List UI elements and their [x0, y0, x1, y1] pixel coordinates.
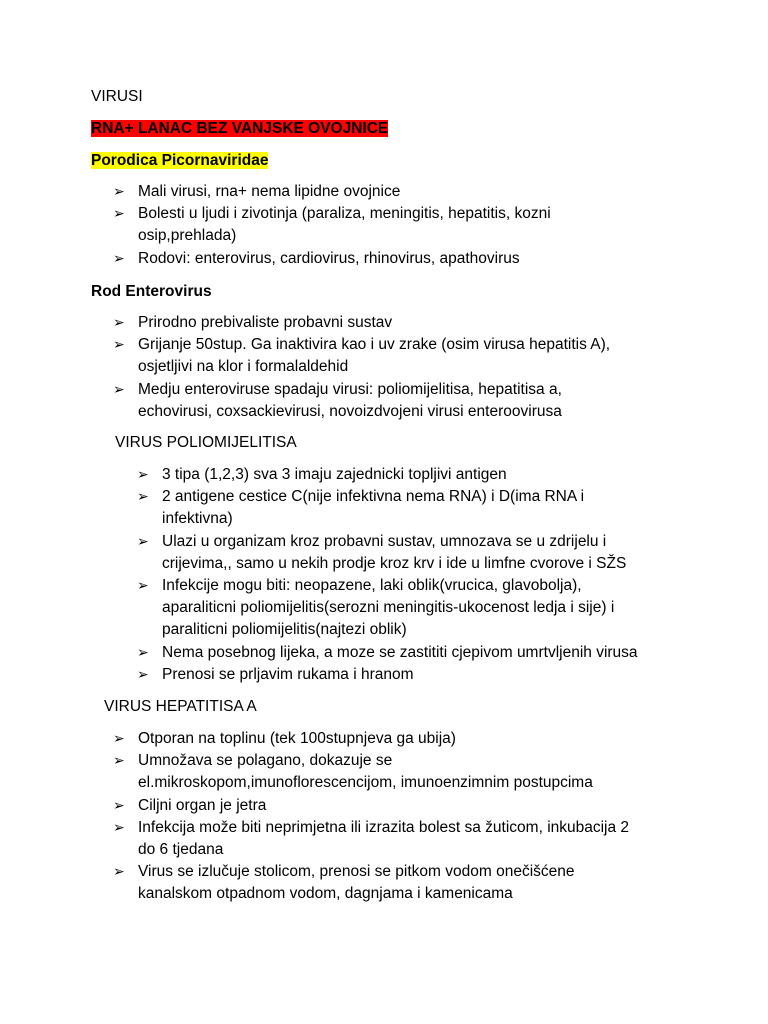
heading-rna-plus-text: RNA+ LANAC BEZ VANJSKE OVOJNICE — [91, 120, 389, 137]
arrow-bullet-icon: ➢ — [137, 666, 149, 683]
list-item — [137, 486, 638, 508]
list-item-text: Ulazi u organizam kroz probavni sustav, umnozava se u zdrijelu i — [162, 532, 607, 550]
list-item-text: aparaliticni poliomijelitis(serozni meningitis-ukocenost ledja i sije) i — [162, 599, 615, 617]
list-item-text: Infekcija može biti neprimjetna ili izrazita bolest sa žuticom, inkubacija 2 — [138, 818, 630, 836]
arrow-bullet-icon: ➢ — [113, 250, 125, 267]
list-item-text: Bolesti u ljudi i zivotinja (paraliza, meningitis, hepatitis, kozni — [138, 205, 551, 223]
arrow-bullet-icon: ➢ — [137, 467, 149, 483]
arrow-bullet-icon: ➢ — [113, 864, 125, 881]
arrow-bullet-icon: ➢ — [113, 184, 125, 200]
list-item-text: 2 antigene cestice C(nije infektivna nema RNA) i D(ima RNA i — [162, 488, 585, 506]
list-item-text: Mali virusi, rna+ nema lipidne ovojnice — [138, 183, 401, 200]
list-item-text: echovirusi, coxsackievirusi, novoizdvojeni virusi enteroovirusa — [138, 402, 562, 420]
list-item — [113, 750, 629, 772]
arrow-bullet-icon: ➢ — [113, 206, 125, 223]
list-item-continuation — [137, 508, 638, 530]
arrow-bullet-icon: ➢ — [137, 644, 149, 661]
picornaviridae-list — [113, 181, 551, 270]
heading-picornaviridae — [91, 150, 268, 172]
list-item-text: Medju enteroviruse spadaju virusi: poliomijelitisa, hepatitisa a, — [138, 380, 562, 398]
list-item-continuation — [113, 401, 610, 423]
poliomijelitis-list — [137, 464, 638, 686]
list-item-text: Infekcije mogu biti: neopazene, laki oblik(vrucica, glavobolja), — [162, 577, 582, 595]
list-item-text: Nema posebnog lijeka, a moze se zastititi cjepivom umrtvljenih virusa — [162, 643, 638, 661]
list-item-text: el.mikroskopom,imunoflorescencijom, imunoenzimnim postupcima — [138, 774, 593, 792]
arrow-bullet-icon: ➢ — [113, 753, 125, 770]
list-item-text: Rodovi: enterovirus, cardiovirus, rhinovirus, apathovirus — [138, 249, 520, 267]
list-item-text: Ciljni organ je jetra — [138, 796, 267, 814]
list-item-text: paraliticni poliomijelitis(najtezi oblik) — [162, 621, 407, 639]
list-item — [113, 181, 551, 203]
list-item-text: Virus se izlučuje stolicom, prenosi se pitkom vodom onečišćene — [138, 863, 575, 881]
heading-virus-poliomijelitisa: VIRUS POLIOMIJELITISA — [115, 434, 297, 451]
arrow-bullet-icon: ➢ — [113, 315, 125, 331]
list-item-continuation — [113, 839, 629, 861]
heading-rod-enterovirus: Rod Enterovirus — [91, 283, 212, 300]
list-item-text: Umnožava se polagano, dokazuje se — [138, 752, 393, 770]
list-item-continuation — [137, 553, 638, 575]
heading-virus-hepatitisa-a: VIRUS HEPATITISA A — [104, 698, 257, 715]
list-item-text: 3 tipa (1,2,3) sva 3 imaju zajednicki topljivi antigen — [162, 466, 507, 483]
list-item — [113, 379, 610, 401]
list-item — [113, 817, 629, 839]
list-item-continuation — [137, 619, 638, 641]
list-item-text: osip,prehlada) — [138, 227, 237, 245]
arrow-bullet-icon: ➢ — [113, 797, 125, 814]
list-item-text: Otporan na toplinu (tek 100stupnjeva ga ubija) — [138, 730, 456, 747]
list-item — [137, 464, 638, 486]
list-item — [137, 575, 638, 597]
heading-picornaviridae-text: Porodica Picornaviridae — [91, 152, 269, 169]
list-item-continuation — [137, 597, 638, 619]
list-item — [137, 531, 638, 553]
list-item-text: Prirodno prebivaliste probavni sustav — [138, 314, 393, 331]
list-item — [113, 312, 610, 334]
hepatitis-a-list — [113, 728, 629, 906]
list-item — [113, 334, 610, 356]
arrow-bullet-icon: ➢ — [113, 819, 125, 836]
list-item — [113, 728, 629, 750]
list-item-text: do 6 tjedana — [138, 841, 224, 859]
arrow-bullet-icon: ➢ — [113, 381, 125, 398]
list-item-continuation — [113, 772, 629, 794]
list-item — [113, 248, 551, 270]
heading-rna-plus — [91, 118, 388, 140]
list-item-text: osjetljivi na klor i formalaldehid — [138, 358, 349, 376]
list-item-text: infektivna) — [162, 510, 233, 528]
list-item-continuation — [113, 883, 629, 905]
list-item — [137, 642, 638, 664]
arrow-bullet-icon: ➢ — [137, 533, 149, 550]
list-item-text: Prenosi se prljavim rukama i hranom — [162, 665, 414, 683]
list-item — [113, 795, 629, 817]
list-item — [137, 664, 638, 686]
arrow-bullet-icon: ➢ — [113, 337, 125, 354]
list-item — [113, 203, 551, 225]
arrow-bullet-icon: ➢ — [113, 731, 125, 747]
list-item-continuation — [113, 356, 610, 378]
arrow-bullet-icon: ➢ — [137, 489, 149, 506]
enterovirus-list — [113, 312, 610, 423]
document-title: VIRUSI — [91, 88, 143, 105]
arrow-bullet-icon: ➢ — [137, 578, 149, 595]
list-item-text: crijevima,, samo u nekih prodje kroz krv i ide u limfne cvorove i SŽS — [162, 554, 627, 572]
list-item-text: kanalskom otpadnom vodom, dagnjama i kamenicama — [138, 885, 513, 903]
list-item — [113, 861, 629, 883]
list-item-text: Grijanje 50stup. Ga inaktivira kao i uv zrake (osim virusa hepatitis A), — [138, 336, 611, 354]
list-item-continuation — [113, 225, 551, 247]
